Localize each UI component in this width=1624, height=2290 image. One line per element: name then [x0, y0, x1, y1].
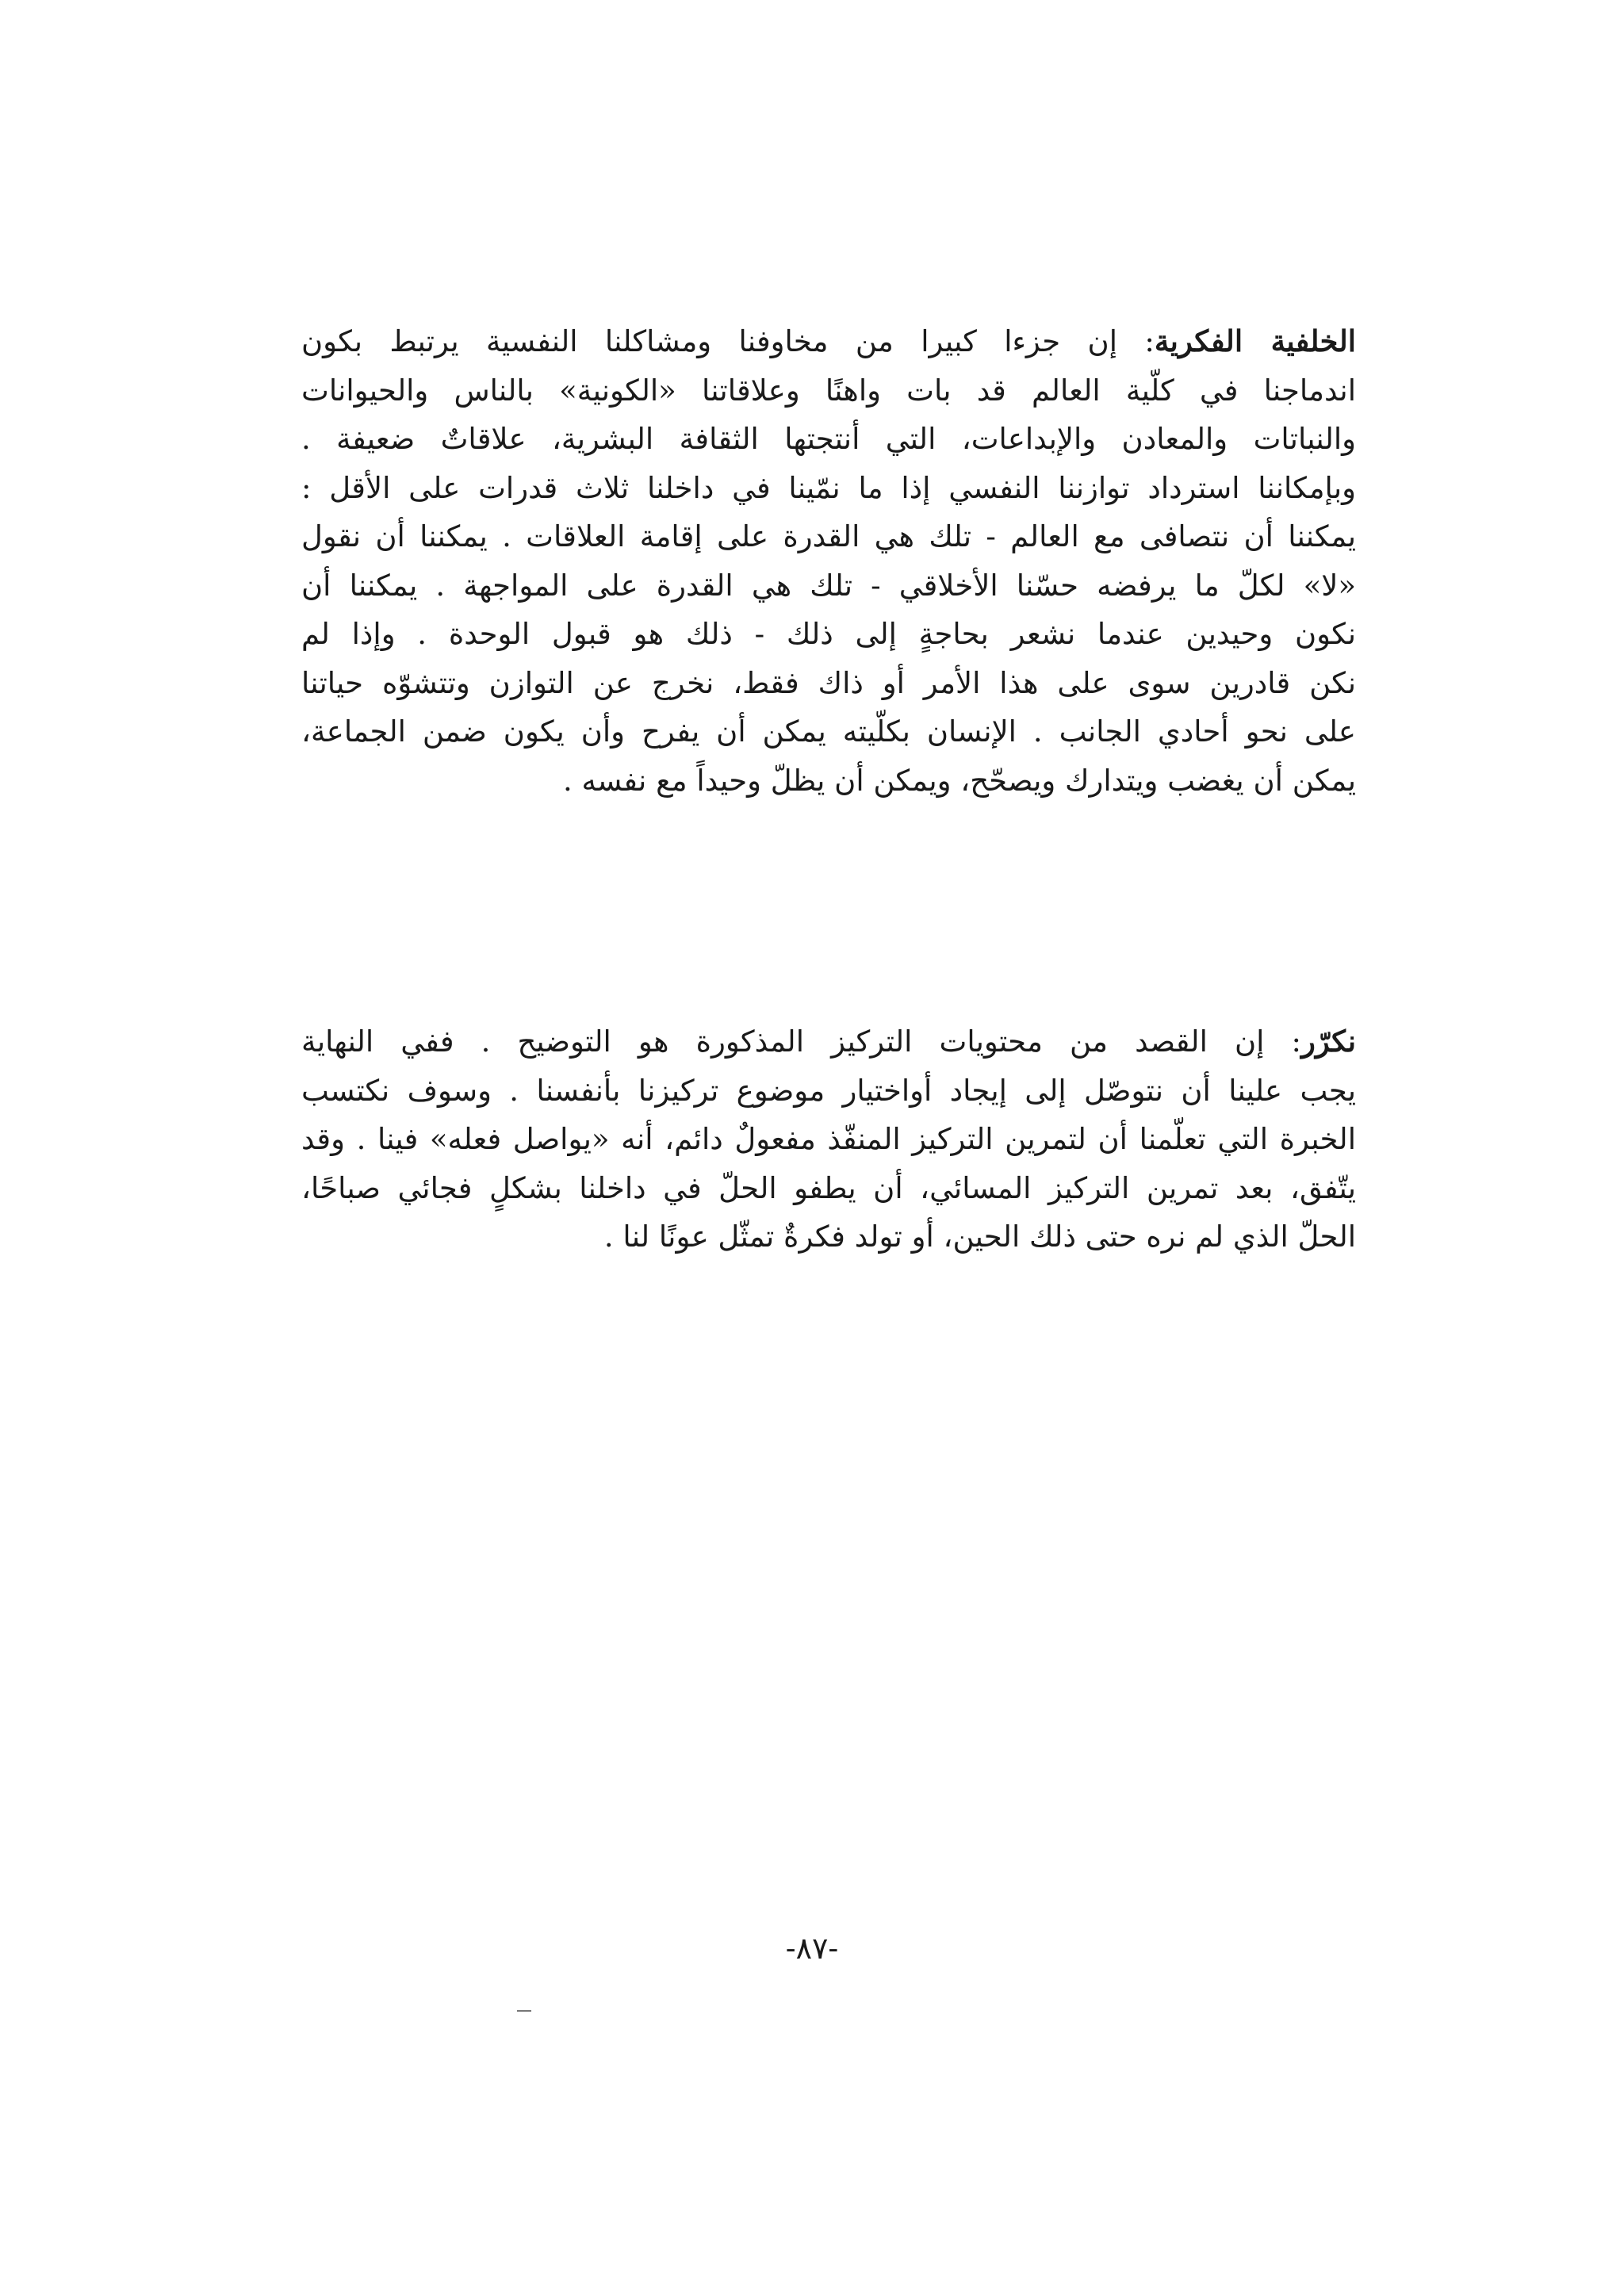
page-number: -٨٧- — [785, 1931, 839, 1966]
text-line: الخبرة التي تعلّمنا أن لتمرين التركيز المنفّذ مفعولٌ دائم، أنه «يواصل فعله» فينا . وقد — [301, 1122, 1356, 1156]
text-line: يتّفق، بعد تمرين التركيز المسائي، أن يطفو الحلّ في داخلنا بشكلٍ فجائي صباحًا، — [301, 1170, 1356, 1205]
scan-mark — [517, 2010, 531, 2012]
text-line: نكن قادرين سوى على هذا الأمر أو ذاك فقط، نخرج عن التوازن وتتشوّه حياتنا — [301, 665, 1356, 700]
lead-term: الخلفية الفكرية — [1154, 324, 1356, 358]
text-line: الحلّ الذي لم نره حتى ذلك الحين، أو تولد فكرةٌ تمثّل عونًا لنا . — [603, 1220, 1356, 1254]
text-line: يجب علينا أن نتوصّل إلى إيجاد أواختيار موضوع تركيزنا بأنفسنا . وسوف نكتسب — [301, 1073, 1356, 1108]
text-line — [301, 317, 1356, 366]
lead-term: نكرّر — [1300, 1024, 1356, 1059]
text-line: على نحو أحادي الجانب . الإنسان بكلّيته يمكن أن يفرح وأن يكون ضمن الجماعة، — [301, 714, 1356, 749]
line-text: : إن جزءا كبيرا من مخاوفنا ومشاكلنا النفسية يرتبط بكون — [301, 324, 1155, 358]
text-line — [301, 1017, 1356, 1066]
paragraph-intellectual-background — [301, 317, 1356, 805]
text-line: وبإمكاننا استرداد توازننا النفسي إذا ما نمّينا في داخلنا ثلاث قدرات على الأقل : — [301, 470, 1356, 505]
text-line: يمكن أن يغضب ويتدارك ويصحّح، ويمكن أن يظلّ وحيداً مع نفسه . — [562, 763, 1356, 798]
paragraph-repeat — [301, 1017, 1356, 1262]
text-line: والنباتات والمعادن والإبداعات، التي أنتجتها الثقافة البشرية، علاقاتٌ ضعيفة . — [301, 422, 1356, 456]
text-line: نكون وحيدين عندما نشعر بحاجةٍ إلى ذلك - ذلك هو قبول الوحدة . وإذا لم — [301, 617, 1356, 651]
text-line: «لا» لكلّ ما يرفضه حسّنا الأخلاقي - تلك هي القدرة على المواجهة . يمكننا أن — [301, 568, 1356, 603]
line-text: : إن القصد من محتويات التركيز المذكورة هو التوضيح . ففي النهاية — [301, 1024, 1301, 1059]
text-line: اندماجنا في كلّية العالم قد بات واهنًا وعلاقاتنا «الكونية» بالناس والحيوانات — [301, 373, 1356, 408]
text-line: يمكننا أن نتصافى مع العالم - تلك هي القدرة على إقامة العلاقات . يمكننا أن نقول — [301, 519, 1356, 553]
